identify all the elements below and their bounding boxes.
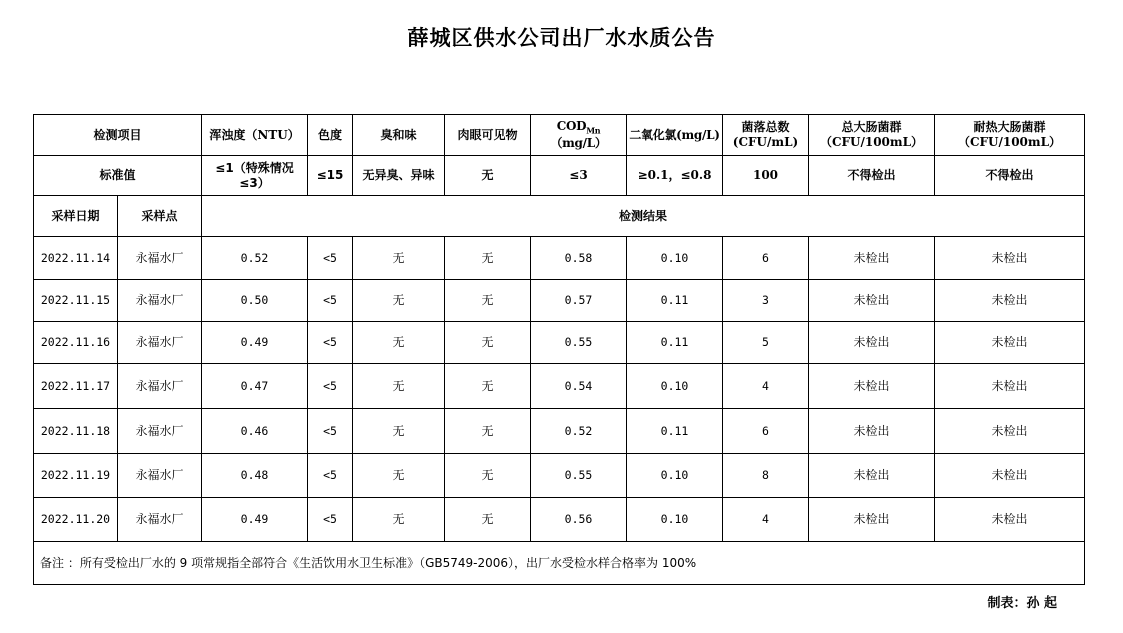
standard-row bbox=[34, 156, 1085, 196]
sample-date: 2022.11.16 bbox=[34, 322, 118, 364]
cod-value: 0.58 bbox=[531, 237, 627, 280]
header-visible: 肉眼可见物 bbox=[445, 115, 531, 156]
tabulator-label: 制表： bbox=[987, 596, 1027, 611]
header-thermo-coliforms-label: 耐热大肠菌群 bbox=[973, 120, 1046, 134]
standard-total-coliforms: 不得检出 bbox=[809, 156, 935, 196]
total-coliforms-value: 未检出 bbox=[809, 498, 935, 542]
color-value: <5 bbox=[308, 322, 353, 364]
sample-site: 永福水厂 bbox=[118, 364, 202, 409]
visible-value: 无 bbox=[445, 498, 531, 542]
visible-value: 无 bbox=[445, 280, 531, 322]
note-row bbox=[34, 542, 1085, 585]
odor-value: 无 bbox=[353, 454, 445, 498]
chlorine-dioxide-value: 0.10 bbox=[627, 498, 723, 542]
thermo-coliforms-value: 未检出 bbox=[935, 237, 1085, 280]
total-coliforms-value: 未检出 bbox=[809, 322, 935, 364]
header-chlorine-dioxide: 二氧化氯(mg/L) bbox=[627, 115, 723, 156]
sample-site: 永福水厂 bbox=[118, 409, 202, 454]
total-bacteria-value: 5 bbox=[723, 322, 809, 364]
table-row bbox=[34, 498, 1085, 542]
result-header-row bbox=[34, 196, 1085, 237]
header-total-coliforms-label: 总大肠菌群 bbox=[841, 120, 902, 134]
standard-color: ≤15 bbox=[308, 156, 353, 196]
header-total-coliforms-unit: （CFU/100mL） bbox=[819, 135, 924, 149]
thermo-coliforms-value: 未检出 bbox=[935, 322, 1085, 364]
turbidity-value: 0.48 bbox=[202, 454, 308, 498]
table-row bbox=[34, 237, 1085, 280]
total-bacteria-value: 4 bbox=[723, 498, 809, 542]
thermo-coliforms-value: 未检出 bbox=[935, 409, 1085, 454]
visible-value: 无 bbox=[445, 237, 531, 280]
tabulator-name: 孙 起 bbox=[1026, 596, 1057, 611]
standard-odor: 无异臭、异味 bbox=[353, 156, 445, 196]
turbidity-value: 0.52 bbox=[202, 237, 308, 280]
sample-site: 永福水厂 bbox=[118, 237, 202, 280]
sample-date: 2022.11.14 bbox=[34, 237, 118, 280]
header-cod-unit: （mg/L） bbox=[550, 135, 607, 150]
turbidity-value: 0.46 bbox=[202, 409, 308, 454]
chlorine-dioxide-value: 0.10 bbox=[627, 364, 723, 409]
result-header-site: 采样点 bbox=[118, 196, 202, 237]
sample-date: 2022.11.17 bbox=[34, 364, 118, 409]
visible-value: 无 bbox=[445, 322, 531, 364]
header-thermo-coliforms bbox=[935, 115, 1085, 156]
header-total-coliforms bbox=[809, 115, 935, 156]
total-coliforms-value: 未检出 bbox=[809, 454, 935, 498]
sample-site: 永福水厂 bbox=[118, 322, 202, 364]
turbidity-value: 0.49 bbox=[202, 322, 308, 364]
result-header-date: 采样日期 bbox=[34, 196, 118, 237]
thermo-coliforms-value: 未检出 bbox=[935, 454, 1085, 498]
sample-site: 永福水厂 bbox=[118, 498, 202, 542]
color-value: <5 bbox=[308, 280, 353, 322]
tabulator bbox=[987, 592, 1057, 611]
total-bacteria-value: 4 bbox=[723, 364, 809, 409]
sample-date: 2022.11.19 bbox=[34, 454, 118, 498]
odor-value: 无 bbox=[353, 498, 445, 542]
header-thermo-coliforms-unit: （CFU/100mL） bbox=[957, 135, 1062, 149]
header-cod-main: COD bbox=[556, 119, 587, 134]
visible-value: 无 bbox=[445, 364, 531, 409]
total-coliforms-value: 未检出 bbox=[809, 237, 935, 280]
total-coliforms-value: 未检出 bbox=[809, 364, 935, 409]
sample-date: 2022.11.18 bbox=[34, 409, 118, 454]
visible-value: 无 bbox=[445, 409, 531, 454]
color-value: <5 bbox=[308, 364, 353, 409]
header-total-bacteria-unit: (CFU/mL) bbox=[732, 135, 799, 149]
chlorine-dioxide-value: 0.10 bbox=[627, 237, 723, 280]
thermo-coliforms-value: 未检出 bbox=[935, 280, 1085, 322]
chlorine-dioxide-value: 0.11 bbox=[627, 280, 723, 322]
odor-value: 无 bbox=[353, 409, 445, 454]
odor-value: 无 bbox=[353, 364, 445, 409]
header-odor: 臭和味 bbox=[353, 115, 445, 156]
cod-value: 0.57 bbox=[531, 280, 627, 322]
header-cod bbox=[531, 115, 627, 156]
chlorine-dioxide-value: 0.11 bbox=[627, 322, 723, 364]
chlorine-dioxide-value: 0.11 bbox=[627, 409, 723, 454]
standard-chlorine-dioxide: ≥0.1，≤0.8 bbox=[627, 156, 723, 196]
color-value: <5 bbox=[308, 454, 353, 498]
standard-turbidity bbox=[202, 156, 308, 196]
color-value: <5 bbox=[308, 498, 353, 542]
standard-turbidity-line1: ≤1（特殊情况 bbox=[215, 160, 294, 175]
thermo-coliforms-value: 未检出 bbox=[935, 498, 1085, 542]
standard-thermo-coliforms: 不得检出 bbox=[935, 156, 1085, 196]
header-cod-sub: Mn bbox=[586, 125, 601, 136]
table-row bbox=[34, 280, 1085, 322]
color-value: <5 bbox=[308, 409, 353, 454]
table-row bbox=[34, 409, 1085, 454]
note-text: 备注 ：所有受检出厂水的 9 项常规指全部符合《生活饮用水卫生标准》（GB5749-2006），出厂水受检水样合格率为 100% bbox=[34, 542, 1085, 585]
header-turbidity: 浑浊度（NTU） bbox=[202, 115, 308, 156]
header-color: 色度 bbox=[308, 115, 353, 156]
visible-value: 无 bbox=[445, 454, 531, 498]
total-bacteria-value: 3 bbox=[723, 280, 809, 322]
water-quality-table bbox=[33, 114, 1085, 585]
cod-value: 0.55 bbox=[531, 322, 627, 364]
header-item: 检测项目 bbox=[34, 115, 202, 156]
total-bacteria-value: 8 bbox=[723, 454, 809, 498]
turbidity-value: 0.47 bbox=[202, 364, 308, 409]
cod-value: 0.54 bbox=[531, 364, 627, 409]
total-coliforms-value: 未检出 bbox=[809, 409, 935, 454]
header-row bbox=[34, 115, 1085, 156]
standard-label: 标准值 bbox=[34, 156, 202, 196]
sample-date: 2022.11.15 bbox=[34, 280, 118, 322]
turbidity-value: 0.50 bbox=[202, 280, 308, 322]
cod-value: 0.52 bbox=[531, 409, 627, 454]
sample-date: 2022.11.20 bbox=[34, 498, 118, 542]
result-header-results: 检测结果 bbox=[202, 196, 1085, 237]
color-value: <5 bbox=[308, 237, 353, 280]
chlorine-dioxide-value: 0.10 bbox=[627, 454, 723, 498]
table-row bbox=[34, 364, 1085, 409]
cod-value: 0.56 bbox=[531, 498, 627, 542]
odor-value: 无 bbox=[353, 237, 445, 280]
table-row bbox=[34, 322, 1085, 364]
standard-total-bacteria: 100 bbox=[723, 156, 809, 196]
table-row bbox=[34, 454, 1085, 498]
cod-value: 0.55 bbox=[531, 454, 627, 498]
total-bacteria-value: 6 bbox=[723, 409, 809, 454]
sample-site: 永福水厂 bbox=[118, 454, 202, 498]
turbidity-value: 0.49 bbox=[202, 498, 308, 542]
header-total-bacteria bbox=[723, 115, 809, 156]
header-total-bacteria-label: 菌落总数 bbox=[741, 120, 790, 134]
odor-value: 无 bbox=[353, 280, 445, 322]
standard-visible: 无 bbox=[445, 156, 531, 196]
odor-value: 无 bbox=[353, 322, 445, 364]
sample-site: 永福水厂 bbox=[118, 280, 202, 322]
standard-cod: ≤3 bbox=[531, 156, 627, 196]
total-coliforms-value: 未检出 bbox=[809, 280, 935, 322]
standard-turbidity-line2: ≤3） bbox=[239, 175, 270, 190]
page-title: 薛城区供水公司出厂水水质公告 bbox=[407, 25, 716, 50]
total-bacteria-value: 6 bbox=[723, 237, 809, 280]
thermo-coliforms-value: 未检出 bbox=[935, 364, 1085, 409]
